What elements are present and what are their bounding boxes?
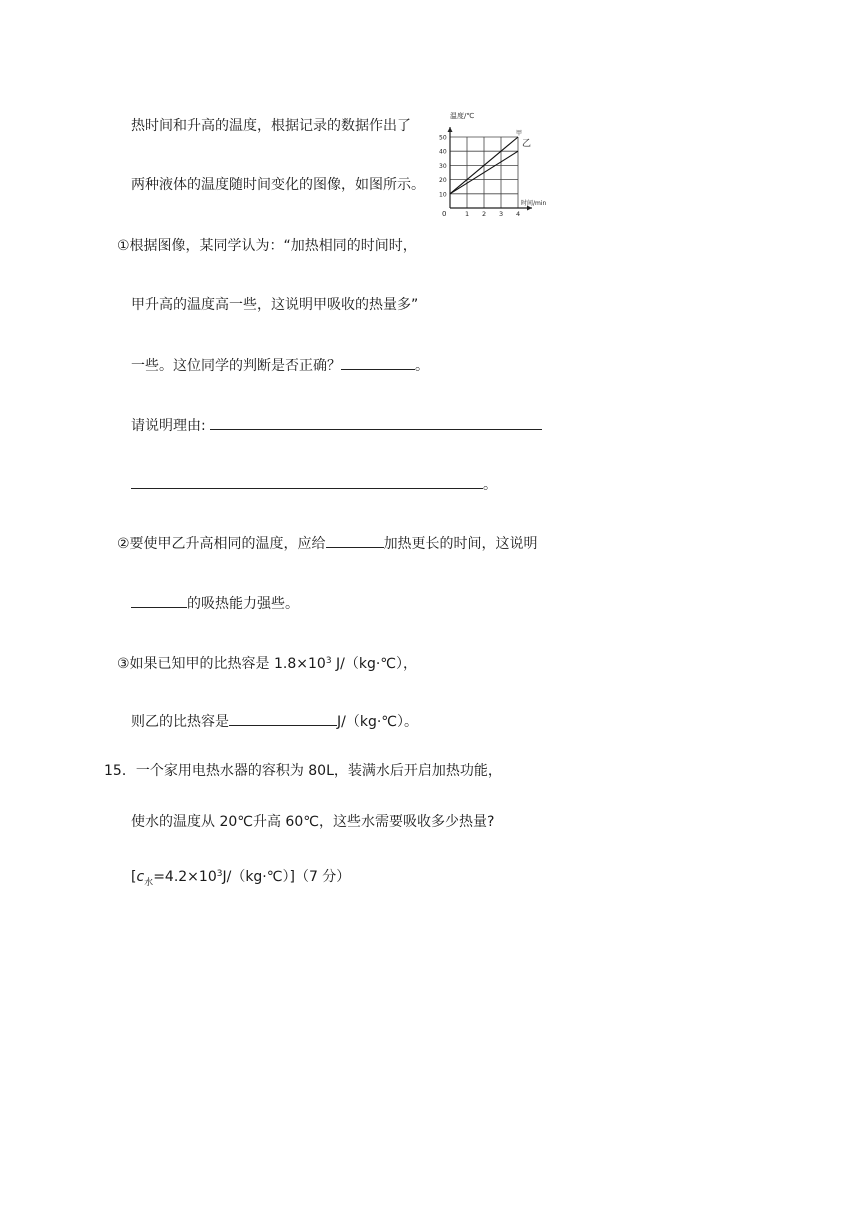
q15-c-symbol: c [136,869,145,885]
chart-series-label: 乙 [522,139,532,150]
q15-unit-score: J/（kg·℃）]（7 分） [222,869,351,885]
chart-x-tick-label: 3 [499,210,504,216]
q15-water-subscript: 水 [144,877,154,888]
q3-line-2 [131,710,418,732]
chart-x-tick-label: 4 [516,210,521,216]
q1-line-4 [131,414,542,436]
q1-reason-prefix: 请说明理由: [131,418,206,434]
q15-line-3 [131,864,350,893]
q1-reason-blank-1[interactable] [210,414,542,430]
q1-line-1: ①根据图像，某同学认为：“加热相同的时间时， [117,238,417,254]
q1-judgement-suffix: 。 [415,358,429,374]
q1-judgement-prefix: 一些。这位同学的判断是否正确？ [131,358,341,374]
chart-y-tick-label: 30 [439,162,447,170]
q3-answer-unit: J/（kg·℃）。 [337,714,419,730]
chart-y-arrow [448,127,453,132]
intro-line-1: 热时间和升高的温度，根据记录的数据作出了 [131,118,411,134]
q2-prefix: ②要使甲乙升高相同的温度，应给 [117,536,326,552]
q1-reason-blank-2[interactable] [131,473,483,489]
chart-x-tick-label: 1 [465,210,470,216]
q2-suffix: 加热更长的时间，这说明 [383,536,538,552]
chart-x-tick-label: 2 [482,210,487,216]
q15-value: =4.2×10 [153,869,217,885]
chart-origin-label: 0 [442,210,447,216]
chart-y-tick-label: 50 [439,134,447,142]
chart-series [450,129,531,194]
chart-y-tick-label: 40 [439,148,447,156]
q3-unit: J/（kg·℃）， [331,656,418,672]
q1-judgement-blank[interactable] [341,354,415,370]
q2-liquid-blank[interactable] [326,532,384,548]
chart-xlabel: 时间/min [521,200,547,207]
q1-line-2: 甲升高的温度高一些，这说明甲吸收的热量多” [131,297,419,313]
q3-answer-blank[interactable] [229,710,337,726]
q2-ability-suffix: 的吸热能力强些。 [187,596,299,612]
chart-y-tick-label: 10 [439,191,447,199]
q15-line-1: 15．一个家用电热水器的容积为 80L，装满水后开启加热功能， [104,763,502,779]
q2-ability-blank[interactable] [131,592,187,608]
chart-ylabel: 温度/℃ [450,112,475,120]
q1-line-3 [131,354,429,376]
q15-exponent: 3 [216,869,223,879]
q2-line-2 [131,592,299,614]
temperature-time-chart [436,104,560,216]
chart-series-label: 甲 [516,130,523,137]
q3-answer-prefix: 则乙的比热容是 [131,714,229,730]
q3-prefix: ③如果已知甲的比热容是 1.8×10 [117,656,326,672]
q2-line-1 [117,532,538,554]
chart-y-tick-label: 20 [439,177,447,185]
q1-line-5 [131,473,497,495]
q15-open-bracket: [ [131,869,137,885]
intro-line-2: 两种液体的温度随时间变化的图像，如图所示。 [131,177,425,193]
q3-line-1 [117,651,417,674]
q15-line-2: 使水的温度从 20℃升高 60℃，这些水需要吸收多少热量? [131,814,495,830]
q1-reason-suffix: 。 [483,477,497,493]
q3-exponent: 3 [325,656,332,666]
